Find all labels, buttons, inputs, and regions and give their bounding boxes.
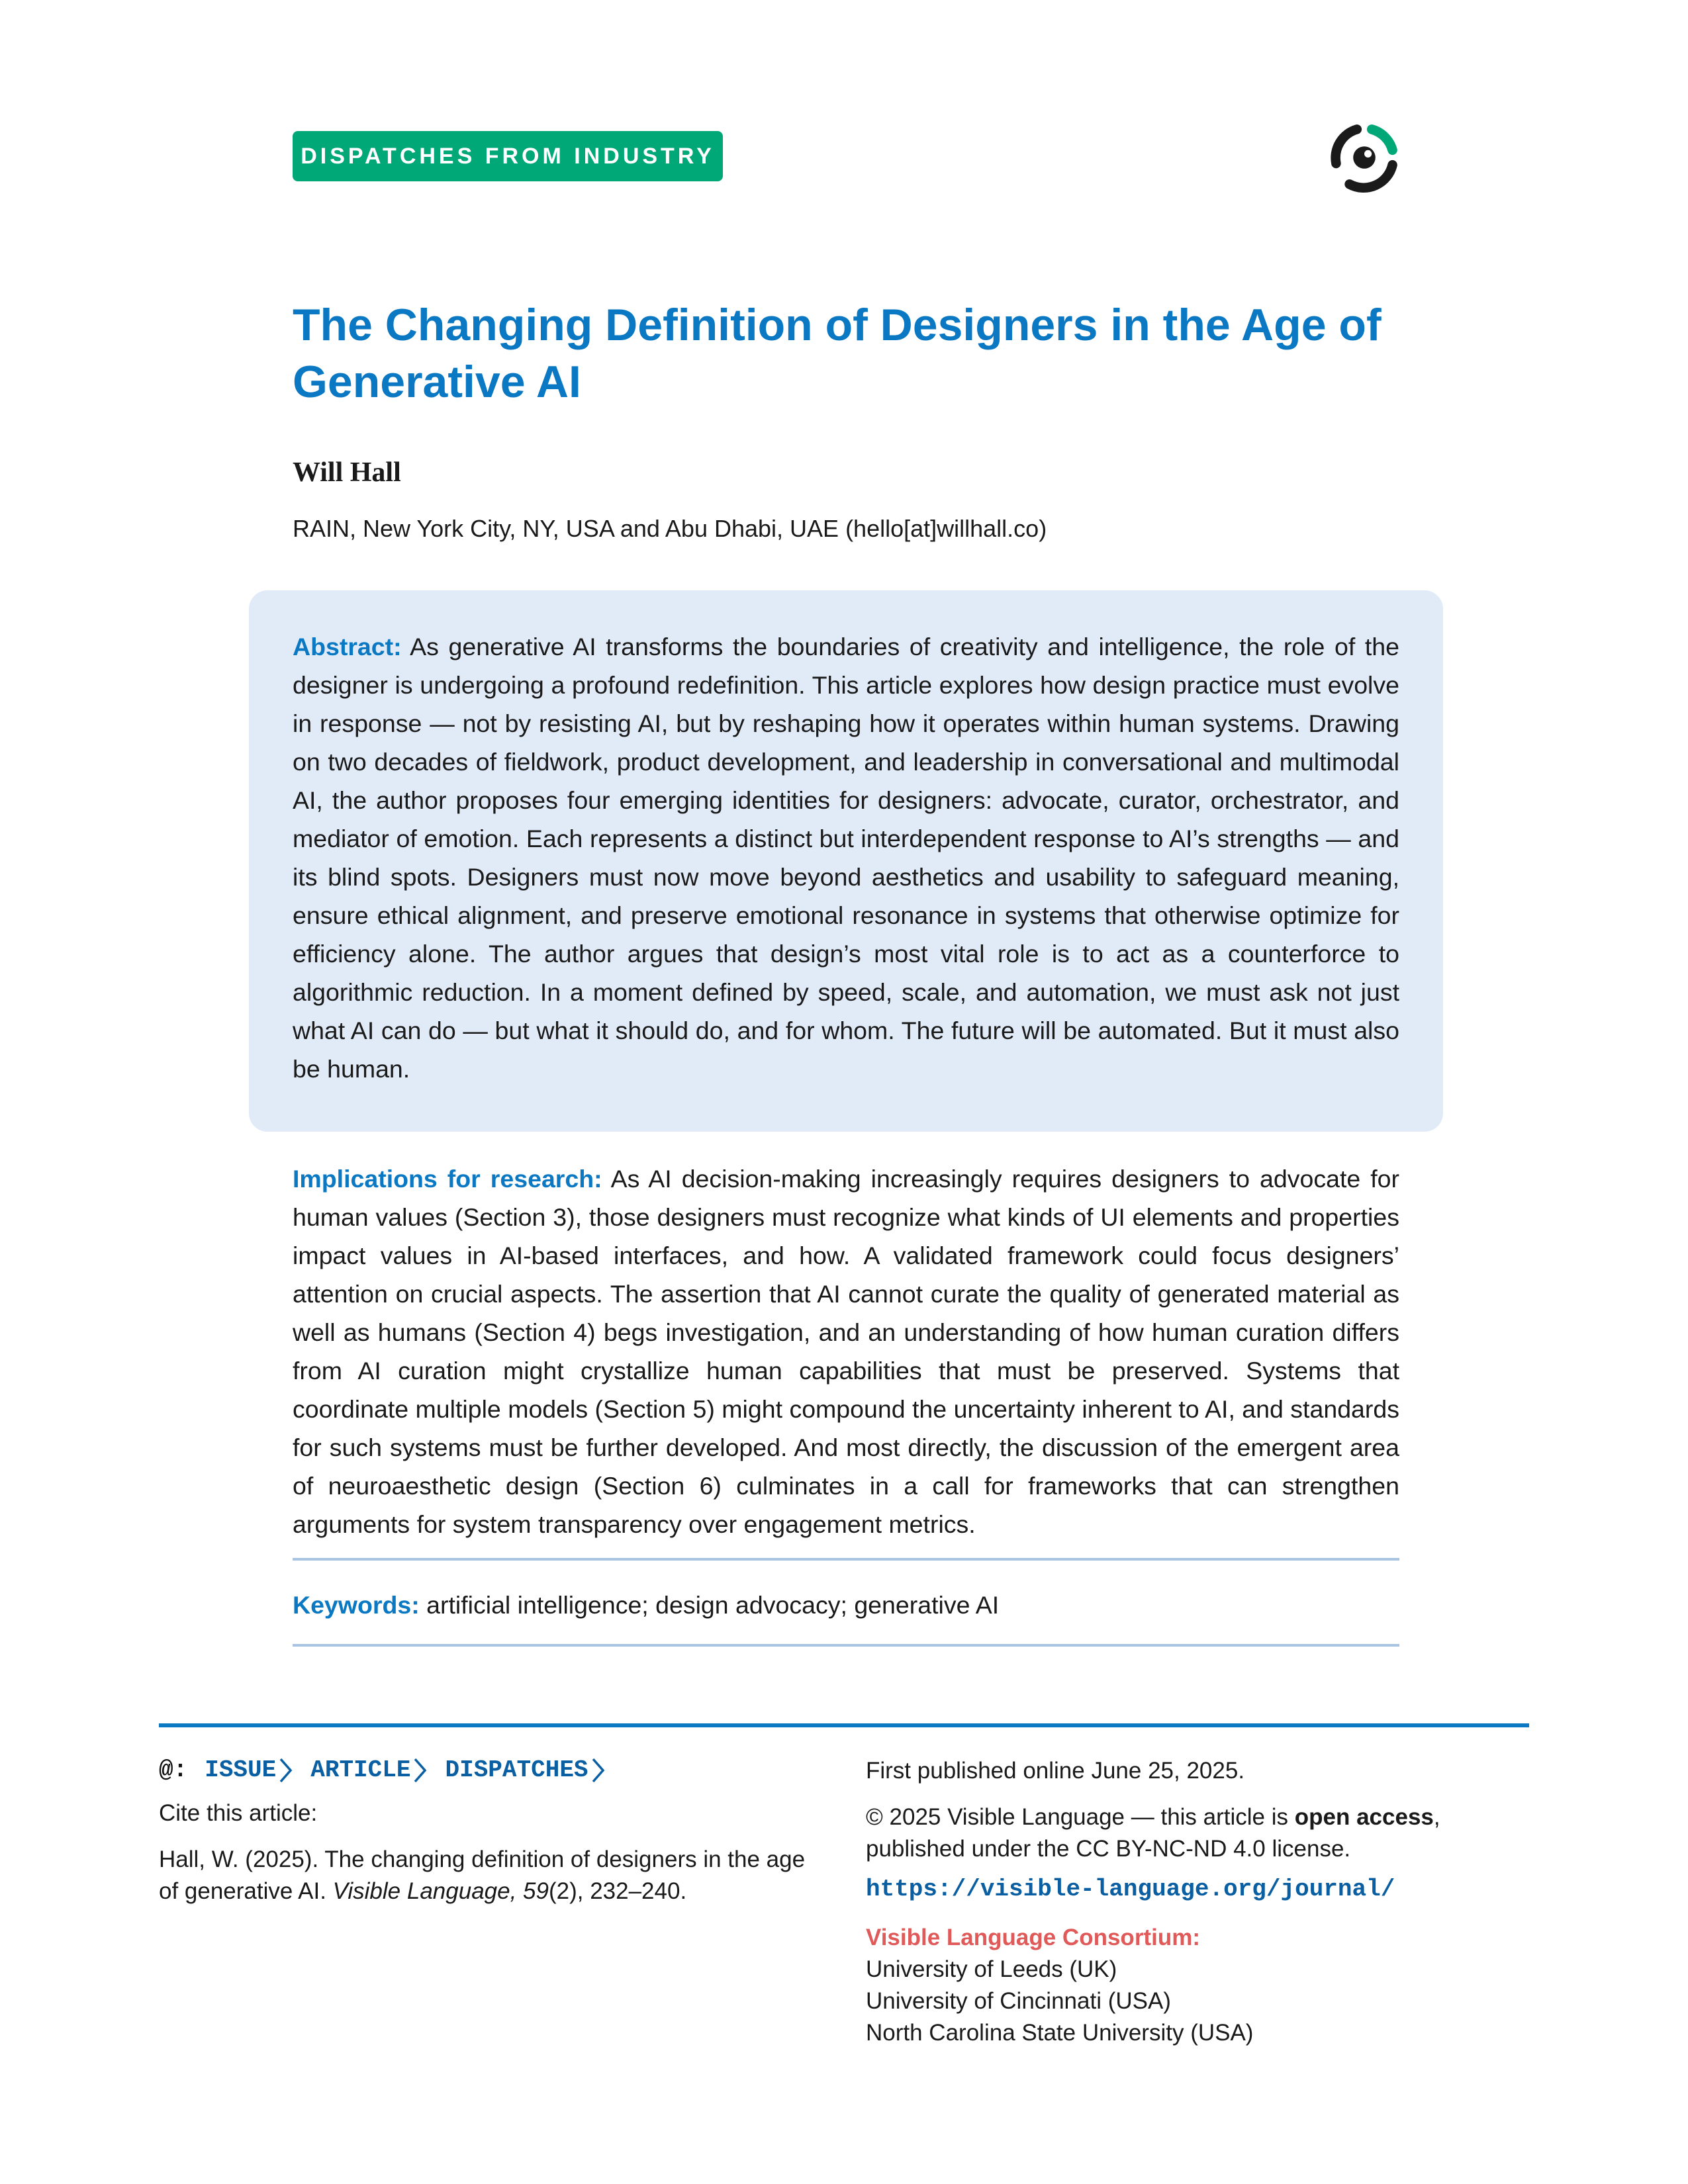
- abstract: [293, 627, 1399, 1088]
- implications-text: As AI decision-making increasingly requires designers to advocate for human values (Section 3), those designers must recognize what kinds of UI elements and properties impact values in AI-based interfaces, and how. A validated framework could focus designers’ attention on crucial aspects. The assertion that AI cannot curate the quality of generated material as well as humans (Section 4) begs investigation, and an understanding of how human curation differs from AI curation might crystallize human capabilities that must be preserved. Systems that coordinate multiple models (Section 5) might compound the uncertainty inherent to AI, and standards for such systems must be further developed. And most directly, the discussion of the emergent area of neuroaesthetic design (Section 6) culminates in a call for frameworks that can strengthen arguments for system transparency over engagement metrics.: [293, 1165, 1399, 1538]
- breadcrumb-dispatches-link[interactable]: [445, 1756, 605, 1784]
- citation: [159, 1844, 827, 1907]
- breadcrumb-issue-link[interactable]: [205, 1756, 293, 1784]
- consortium-member: University of Cincinnati (USA): [866, 1988, 1171, 2014]
- citation-volume: (2), 232–240.: [548, 1878, 687, 1904]
- breadcrumb: [159, 1756, 623, 1784]
- copyright-text: © 2025 Visible Language — this article is: [866, 1804, 1295, 1830]
- consortium: [866, 1922, 1528, 2049]
- section-banner: DISPATCHES FROM INDUSTRY: [293, 131, 723, 181]
- visible-language-logo-icon: [1327, 120, 1401, 195]
- article-title: The Changing Definition of Designers in the Age of Generative AI: [293, 300, 1382, 407]
- consortium-member: North Carolina State University (USA): [866, 2020, 1254, 2046]
- consortium-member: University of Leeds (UK): [866, 1956, 1117, 1982]
- breadcrumb-label: ARTICLE: [310, 1756, 411, 1784]
- chevron-right-icon: [413, 1757, 428, 1784]
- cite-label: Cite this article:: [159, 1800, 318, 1826]
- keywords-text: artificial intelligence; design advocacy; generative AI: [426, 1591, 1000, 1619]
- copyright-notice: [866, 1801, 1528, 1865]
- implications-label: Implications for research:: [293, 1165, 602, 1193]
- footer-divider: [159, 1723, 1529, 1727]
- author-affiliation: RAIN, New York City, NY, USA and Abu Dhabi, UAE (hello[at]willhall.co): [293, 515, 1047, 542]
- breadcrumb-article-link[interactable]: [310, 1756, 428, 1784]
- consortium-label: Visible Language Consortium:: [866, 1925, 1200, 1950]
- breadcrumb-prefix: @:: [159, 1756, 188, 1784]
- license-text: , published under the CC BY-NC-ND 4.0 license.: [866, 1804, 1440, 1862]
- citation-text: Hall, W. (2025). The changing definition of designers in the age of generative AI.: [159, 1846, 806, 1904]
- implications-for-research: [293, 1160, 1399, 1543]
- breadcrumb-label: ISSUE: [205, 1756, 277, 1784]
- chevron-right-icon: [279, 1757, 293, 1784]
- publication-date: First published online June 25, 2025.: [866, 1758, 1245, 1784]
- keywords: [293, 1591, 999, 1619]
- chevron-right-icon: [591, 1757, 606, 1784]
- citation-journal: Visible Language, 59: [332, 1878, 549, 1904]
- journal-url-link[interactable]: https://visible-language.org/journal/: [866, 1876, 1395, 1903]
- abstract-text: As generative AI transforms the boundaries of creativity and intelligence, the role of the designer is undergoing a profound redefinition. This article explores how design practice must evolve in response — not by resisting AI, but by reshaping how it operates within human systems. Drawing on two decades of fieldwork, product development, and leadership in conversational and multimodal AI, the author proposes four emerging identities for designers: advocate, curator, orchestrator, and mediator of emotion. Each represents a distinct but interdependent response to AI’s strengths — and its blind spots. Designers must now move beyond aesthetics and usability to safeguard meaning, ensure ethical alignment, and preserve emotional resonance in systems that otherwise optimize for efficiency alone. The author argues that design’s most vital role is to act as a counterforce to algorithmic reduction. In a moment defined by speed, scale, and automation, we must ask not just what AI can do — but what it should do, and for whom. The future will be automated. But it must also be human.: [293, 633, 1399, 1083]
- keywords-label: Keywords:: [293, 1591, 420, 1619]
- author-name: Will Hall: [293, 457, 401, 488]
- divider: [293, 1558, 1399, 1561]
- divider: [293, 1644, 1399, 1647]
- open-access-label: open access: [1294, 1804, 1434, 1830]
- abstract-label: Abstract:: [293, 633, 402, 660]
- breadcrumb-label: DISPATCHES: [445, 1756, 588, 1784]
